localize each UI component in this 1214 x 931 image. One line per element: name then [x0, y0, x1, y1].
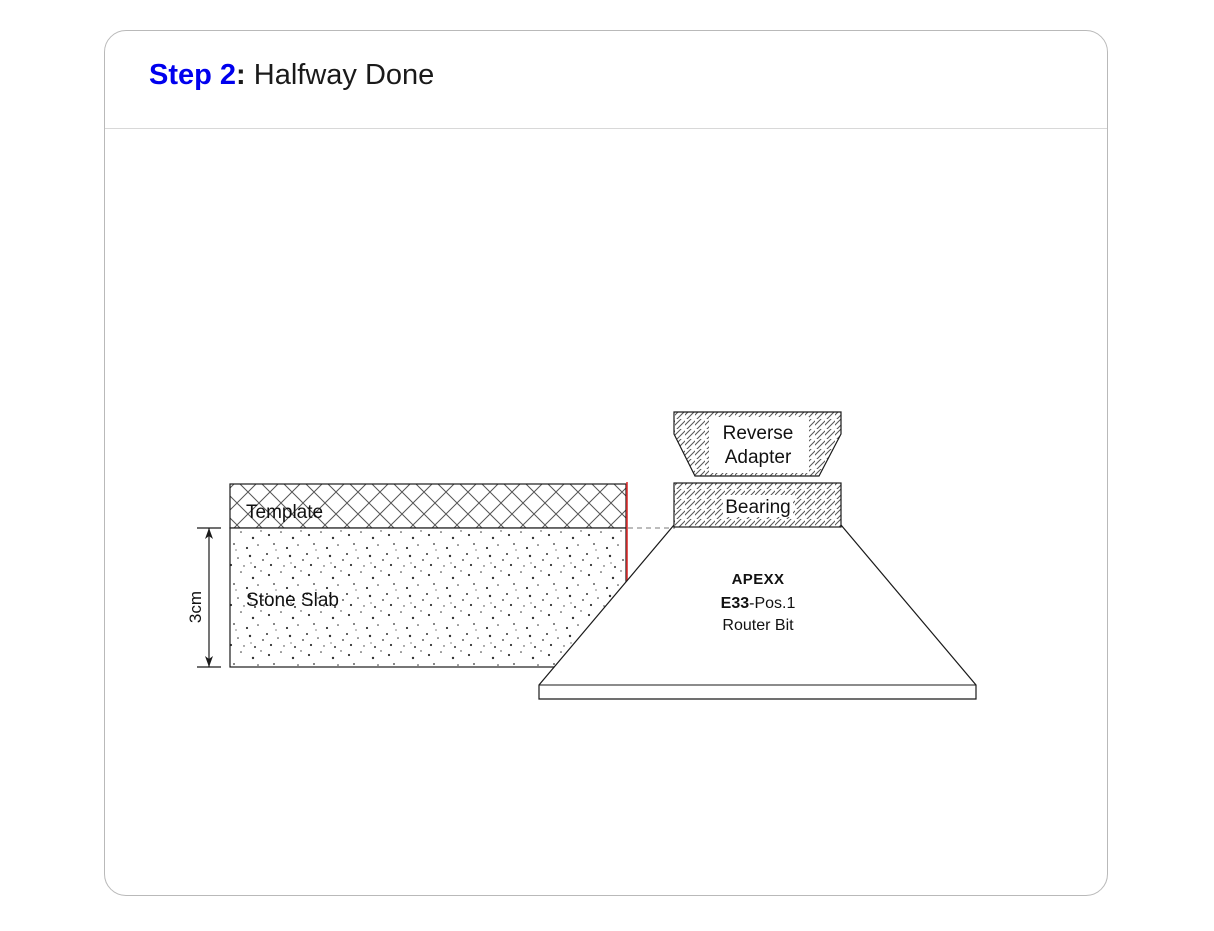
title-subtitle: Halfway Done: [253, 59, 435, 91]
reverse-adapter-block: [674, 412, 841, 476]
title-colon: :: [236, 59, 246, 91]
router-bit-label: Router Bit: [722, 617, 794, 634]
diagram-card: [104, 30, 1108, 896]
page-title: [149, 59, 434, 92]
model-label: E33-Pos.1: [720, 595, 796, 612]
dimension-label: 3cm: [186, 590, 205, 624]
reverse-adapter-label-line2: Adapter: [724, 447, 792, 468]
dimension-3cm: [186, 528, 221, 667]
card-header: [105, 31, 1107, 129]
bearing-label: Bearing: [725, 497, 791, 518]
technical-drawing: [105, 129, 1107, 895]
brand-label: APEXX: [731, 571, 785, 588]
step-label: Step 2: [149, 59, 237, 91]
reverse-adapter-label-line1: Reverse: [722, 423, 794, 444]
template-label: Template: [246, 502, 324, 523]
template-block: [230, 484, 626, 528]
stone-slab-block: [230, 528, 626, 667]
bearing-block: [674, 483, 841, 527]
diagram-canvas: [105, 129, 1107, 895]
stone-slab-label: Stone Slab: [246, 590, 339, 611]
router-bit-text: [721, 571, 796, 634]
